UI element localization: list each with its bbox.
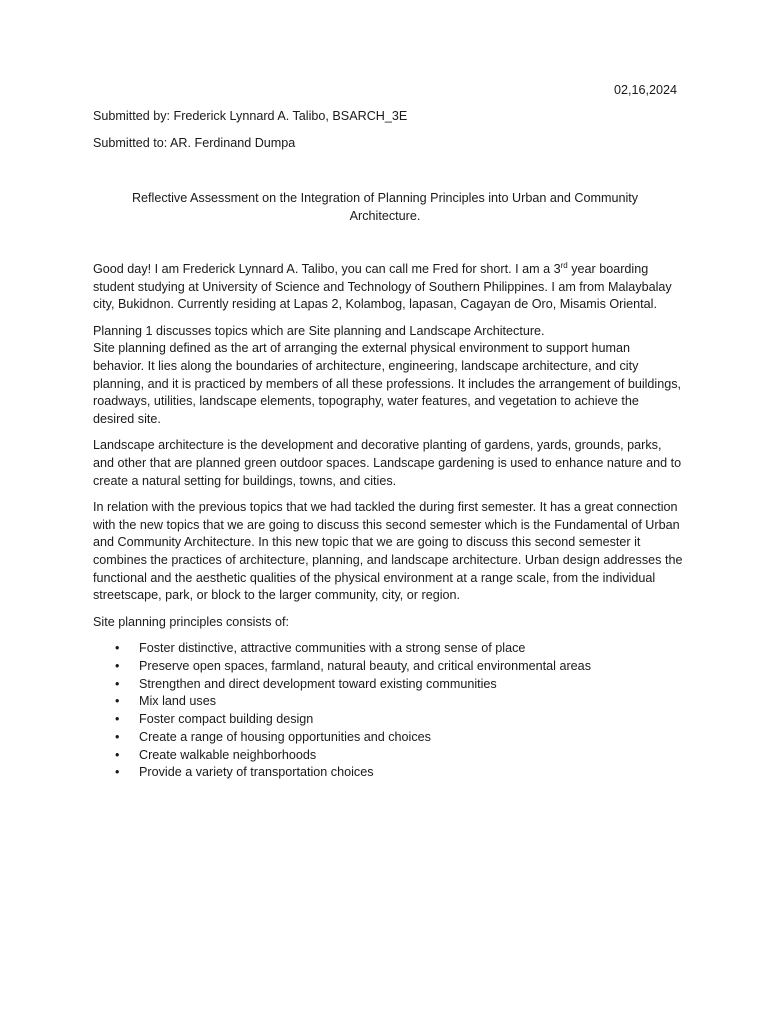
bullet-icon: •	[115, 729, 120, 744]
intro-text-start: Good day! I am Frederick Lynnard A. Talibo, you can call me Fred for short. I am a 3	[93, 262, 561, 276]
intro-text-end: year boarding student studying at University of Science and Technology of Southern Philippines. I am from Malaybalay city, Bukidnon. Currently residing at Lapas 2, Kolambog, lapasan, Cagayan de Oro, Misamis Oriental.	[93, 262, 672, 312]
list-item: • Create walkable neighborhoods	[93, 747, 683, 765]
list-item: • Mix land uses	[93, 693, 683, 711]
bullet-icon: •	[115, 676, 120, 691]
document-title: Reflective Assessment on the Integration of Planning Principles into Urban and Community Architecture.	[131, 191, 639, 223]
document-body	[93, 261, 683, 782]
bullet-icon: •	[115, 747, 120, 762]
bullet-icon: •	[115, 641, 120, 656]
bullet-icon: •	[115, 658, 120, 673]
bullet-icon: •	[115, 712, 120, 727]
list-item: • Create a range of housing opportunities and choices	[93, 729, 683, 747]
relation-paragraph: In relation with the previous topics that we had tackled the during first semester. It has a great connection with the new topics that we are going to discuss this second semester which is the Fundamental of Urban and Community Architecture. In this new topic that we are going to discuss this second semester it combines the practices of architecture, planning, and landscape architecture. Urban design addresses the functional and the aesthetic qualities of the physical environment at a range scale, from the individual streetscape, park, or block to the larger community, city, or region.	[93, 500, 683, 603]
principles-intro: Site planning principles consists of:	[93, 614, 290, 629]
landscape-paragraph: Landscape architecture is the development and decorative planting of gardens, yards, grounds, parks, and other that are planned green outdoor spaces. Landscape gardening is used to enhance nature and to create a natural setting for buildings, towns, and cities.	[93, 438, 682, 488]
list-item: • Provide a variety of transportation choices	[93, 764, 683, 782]
bullet-icon: •	[115, 694, 120, 709]
list-item: • Preserve open spaces, farmland, natural beauty, and critical environmental areas	[93, 658, 683, 676]
submitted-to: Submitted to: AR. Ferdinand Dumpa	[93, 136, 296, 150]
list-item: • Foster compact building design	[93, 711, 683, 729]
bullet-icon: •	[115, 765, 120, 780]
ordinal-suffix: rd	[560, 261, 568, 270]
list-item: • Foster distinctive, attractive communities with a strong sense of place	[93, 640, 683, 658]
site-planning-definition: Site planning defined as the art of arranging the external physical environment to support human behavior. It lies along the boundaries of architecture, engineering, landscape architecture, and city planning, and it is practiced by members of all these professions. It includes the arrangement of buildings, roadways, utilities, landscape elements, topography, water features, and vegetation to achieve the desired site.	[93, 341, 682, 426]
intro-paragraph	[93, 261, 683, 314]
planning-intro-line: Planning 1 discusses topics which are Site planning and Landscape Architecture.	[93, 323, 545, 338]
principles-list	[93, 640, 683, 782]
planning-paragraph	[93, 323, 683, 429]
list-item: • Strengthen and direct development toward existing communities	[93, 676, 683, 694]
submitted-by: Submitted by: Frederick Lynnard A. Talibo, BSARCH_3E	[93, 109, 408, 123]
document-date: 02,16,2024	[613, 83, 677, 97]
